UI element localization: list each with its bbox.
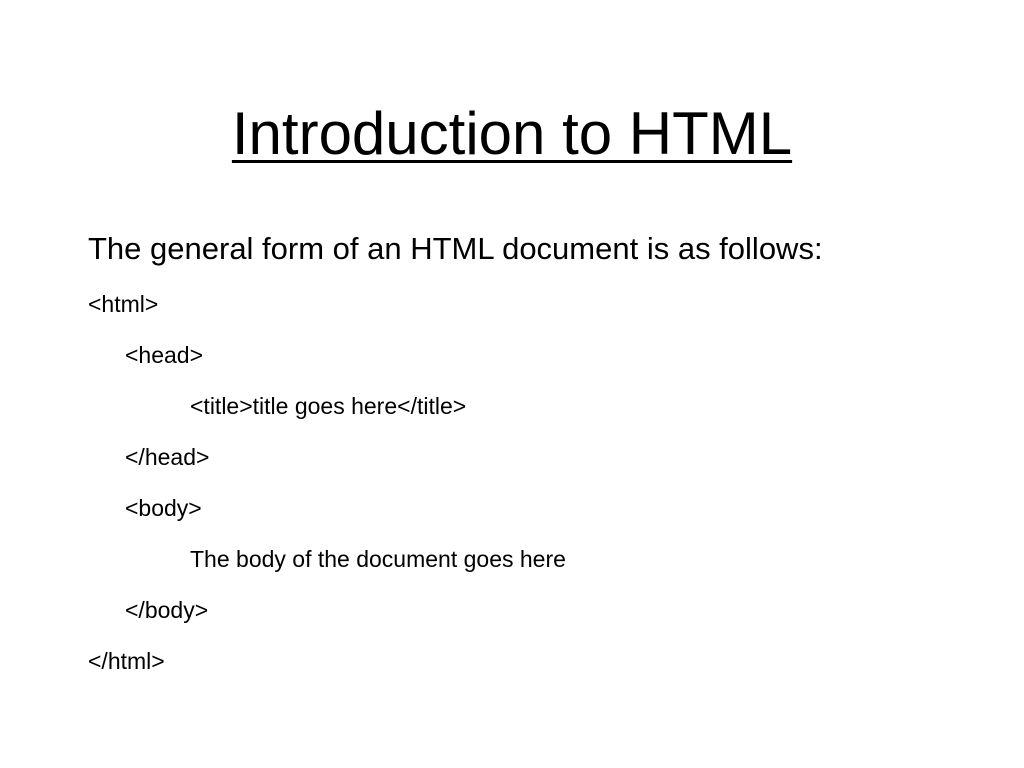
code-line: <body> [125, 495, 202, 521]
code-line: The body of the document goes here [190, 546, 566, 572]
slide-title-text: Introduction to HTML [231, 100, 793, 167]
code-line: </html> [88, 648, 165, 674]
code-line: <html> [88, 291, 159, 317]
code-example [88, 288, 566, 696]
intro-text: The general form of an HTML document is as follows: [88, 231, 823, 266]
code-line: </head> [125, 444, 210, 470]
code-line: <head> [125, 342, 204, 368]
code-line: <title>title goes here</title> [190, 393, 467, 419]
slide-title [0, 96, 1024, 172]
code-line: </body> [125, 597, 209, 623]
